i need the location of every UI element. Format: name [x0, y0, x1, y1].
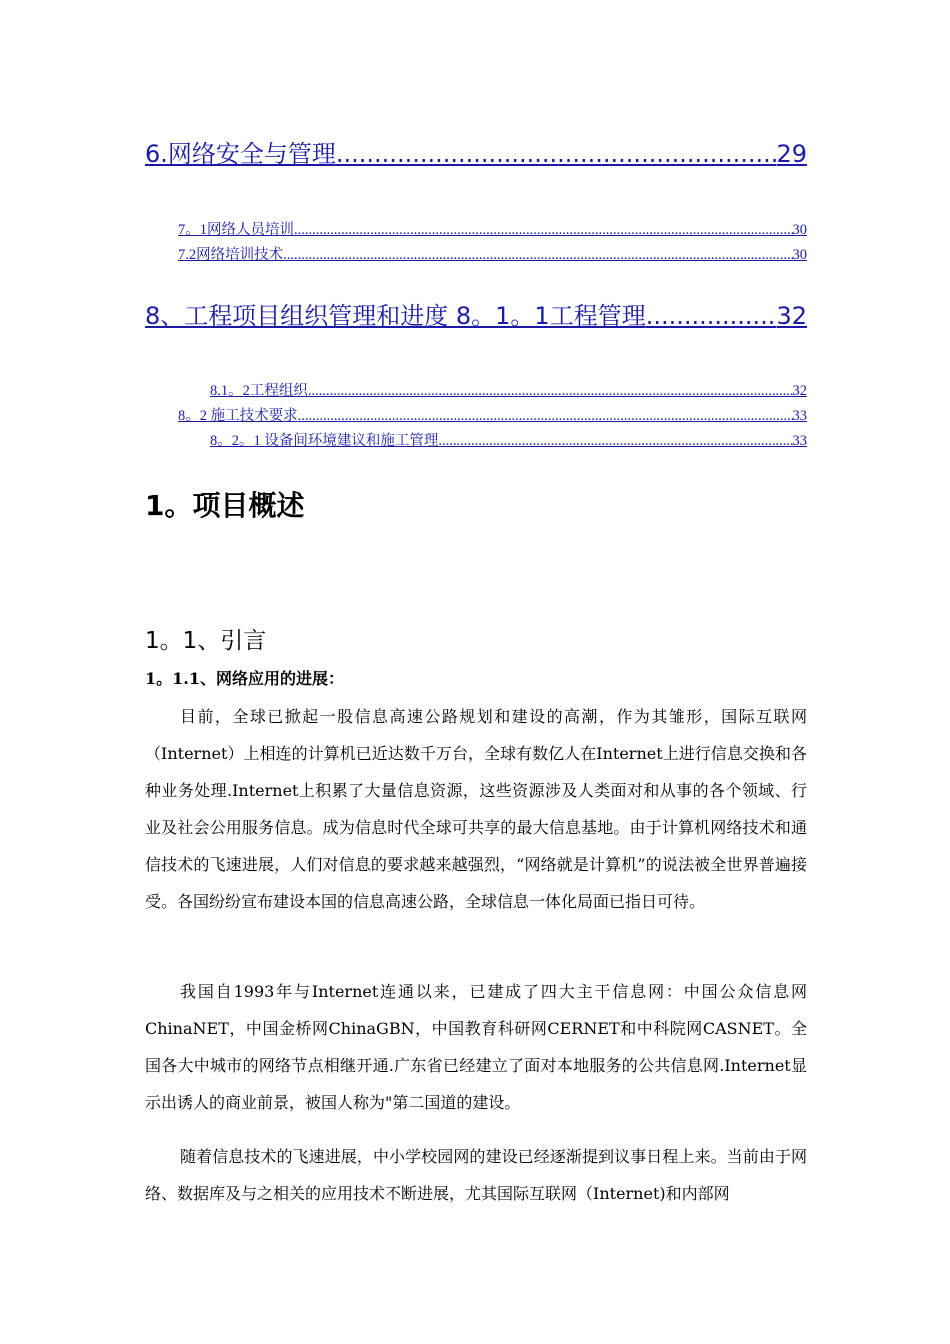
toc-entry-text: 8.1。2工程组织 — [210, 383, 308, 399]
toc-entry-text: 8。2。1 设备间环境建议和施工管理 — [210, 433, 439, 449]
toc-entry[interactable] — [178, 243, 807, 264]
toc-entry[interactable] — [178, 218, 807, 239]
toc-entry-text: 8。2 施工技术要求 — [178, 408, 298, 424]
toc-entry[interactable] — [145, 296, 807, 331]
toc-entry-text: 7。1网络人员培训 — [178, 222, 294, 238]
toc-entry-page: 33 — [792, 408, 807, 424]
toc-entry[interactable] — [210, 379, 807, 400]
toc-entry-page: 30 — [792, 247, 807, 263]
section-heading-3: 1。1.1、网络应用的进展： — [145, 669, 344, 688]
toc-entry-text: 8、工程项目组织管理和进度 8。1。1工程管理 — [145, 302, 646, 330]
toc-entry-text: 6.网络安全与管理 — [145, 140, 336, 168]
toc-entry-page: 33 — [792, 433, 807, 449]
toc-entry[interactable] — [145, 134, 807, 169]
toc-entry-page: 29 — [776, 140, 807, 168]
toc-leader-dots — [438, 433, 792, 450]
toc-entry-text: 7.2网络培训技术 — [178, 247, 284, 263]
toc-entry-page: 32 — [792, 383, 807, 399]
toc-leader-dots — [298, 408, 793, 425]
toc-leader-dots — [646, 302, 777, 330]
toc-entry-page: 32 — [776, 302, 807, 330]
toc-entry[interactable] — [178, 404, 807, 425]
section-heading-2: 1。1、引言 — [145, 628, 267, 654]
section-heading-1: 1。项目概述 — [145, 489, 305, 522]
body-paragraph: 我国自1993年与Internet连通以来，已建成了四大主干信息网：中国公众信息网ChinaNET，中国金桥网ChinaGBN，中国教育科研网CERNET和中科院网CASNET。全国各大中城市的网络节点相继开通.广东省已经建立了面对本地服务的公共信息网.Internet显示出诱人的商业前景，被国人称为"第二国道的建设。 — [145, 982, 807, 1112]
toc-leader-dots — [336, 140, 777, 168]
toc-leader-dots — [283, 247, 792, 264]
toc-entry-page: 30 — [792, 222, 807, 238]
body-paragraph: 目前，全球已掀起一股信息高速公路规划和建设的高潮，作为其雏形，国际互联网（Internet）上相连的计算机已近达数千万台，全球有数亿人在Internet上进行信息交换和各种业务处理.Internet上积累了大量信息资源，这些资源涉及人类面对和从事的各个领域、行业及社会公用服务信息。成为信息时代全球可共享的最大信息基地。由于计算机网络技术和通信技术的飞速进展，人们对信息的要求越来越强烈，“网络就是计算机”的说法被全世界普遍接受。各国纷纷宣布建设本国的信息高速公路，全球信息一体化局面已指日可待。 — [145, 707, 807, 911]
toc-leader-dots — [308, 383, 793, 400]
toc-leader-dots — [294, 222, 793, 239]
body-paragraph: 随着信息技术的飞速进展，中小学校园网的建设已经逐渐提到议事日程上来。当前由于网络、数据库及与之相关的应用技术不断进展，尤其国际互联网（Internet)和内部网 — [145, 1147, 807, 1203]
toc-entry[interactable] — [210, 429, 807, 450]
